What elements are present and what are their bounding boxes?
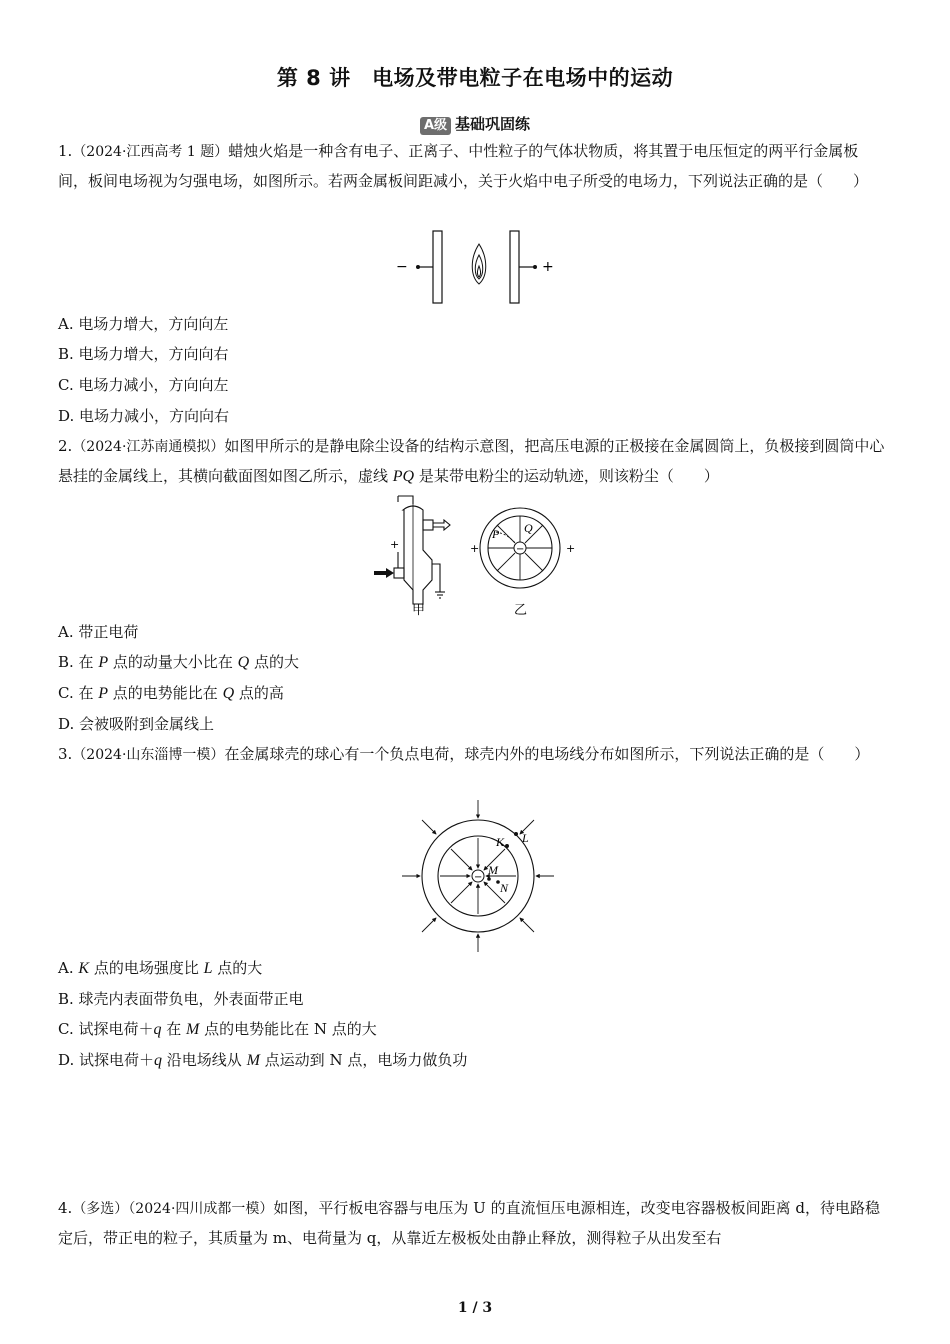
q2-option-b[interactable]: B. 在 P 点的动量大小比在 Q 点的大	[58, 653, 299, 671]
q1-source: （2024·江西高考 1 题）	[72, 144, 229, 160]
q2-option-d[interactable]: D. 会被吸附到金属线上	[58, 715, 215, 733]
q1-text: 蜡烛火焰是一种含有电子、正离子、中性粒子的气体状物质，将其置于电压恒定的两平行金属板间，板间电场视为匀强电场，如图所示。若两金属板间距减小，关于火焰中电子所受的电场力，下列说法正确的是（ ）	[58, 142, 869, 190]
flame-icon	[472, 244, 486, 284]
q3-metal-shell-diagram	[400, 798, 556, 954]
q4-text: 如图，平行板电容器与电压为 U 的直流恒压电源相连，改变电容器极板间距离 d，待电路稳定后，带正电的粒子，其质量为 m、电荷量为 q，从靠近左极板处由静止释放，测得粒子从出发至右	[58, 1199, 880, 1247]
q3-label-n: N	[500, 881, 509, 895]
q2-source: （2024·江苏南通模拟）	[72, 439, 225, 455]
section-header	[0, 113, 950, 135]
q3-label-l: L	[522, 831, 529, 845]
q3-option-a[interactable]: A. K 点的电场强度比 L 点的大	[58, 959, 263, 977]
q1-left-sign: −	[396, 259, 408, 275]
q2-number: 2.	[58, 437, 73, 455]
q2-plus-left: +	[470, 542, 480, 555]
q2-label-yi: 乙	[514, 603, 528, 618]
q4-source: （2024·四川成都一模）	[128, 1201, 274, 1217]
q4-tag: （多选）	[72, 1201, 129, 1217]
q2-center-minus: −	[516, 544, 525, 555]
question-4	[58, 1194, 888, 1253]
q1-capacitor-flame-diagram	[390, 228, 560, 306]
q3-option-d[interactable]: D. 试探电荷＋q 沿电场线从 M 点运动到 N 点，电场力做负功	[58, 1051, 468, 1069]
q3-label-k: K	[496, 835, 505, 849]
q3-option-c[interactable]: C. 试探电荷＋q 在 M 点的电势能比在 N 点的大	[58, 1020, 377, 1038]
q2-label-q: Q	[524, 521, 533, 535]
level-badge: A级	[420, 117, 451, 135]
q2-text-a: 如图甲所示的是静电除尘设备的结构示意图，把高压电源的正极接在金属圆筒上，负极接到圆筒中心悬挂的金属线上，其横向截面图如图乙所示，虚线	[58, 437, 885, 485]
q1-right-sign: +	[542, 259, 554, 275]
q1-left-plate	[433, 231, 442, 303]
page-title: 第 8 讲 电场及带电粒子在电场中的运动	[276, 66, 674, 90]
q1-option-c[interactable]: C. 电场力减小，方向向左	[58, 376, 229, 394]
q1-number: 1.	[58, 142, 73, 160]
q2-option-a[interactable]: A. 带正电荷	[58, 623, 139, 641]
q4-number: 4.	[58, 1199, 73, 1217]
q3-label-m: M	[488, 863, 498, 877]
q1-right-plate	[510, 231, 519, 303]
question-2	[58, 432, 888, 491]
q2-pq: PQ	[392, 468, 415, 485]
q1-option-b[interactable]: B. 电场力增大，方向向右	[58, 345, 229, 363]
q2-text-b: 是某带电粉尘的运动轨迹，则该粉尘（ ）	[414, 467, 719, 485]
q3-source: （2024·山东淄博一模）	[72, 747, 225, 763]
q3-text: 在金属球壳的球心有一个负点电荷，球壳内外的电场线分布如图所示，下列说法正确的是（ ）	[224, 745, 870, 763]
q1-option-d[interactable]: D. 电场力减小，方向向右	[58, 407, 230, 425]
q2-plus-jia: +	[390, 538, 400, 551]
q3-number: 3.	[58, 745, 73, 763]
intake-arrow-icon	[374, 568, 394, 578]
section-label: 基础巩固练	[455, 115, 531, 133]
q2-label-jia: 甲	[412, 603, 426, 618]
page-number: 1 / 3	[457, 1300, 493, 1316]
q2-plus-right: +	[566, 542, 576, 555]
q3-option-b[interactable]: B. 球壳内表面带负电，外表面带正电	[58, 990, 304, 1008]
q3-center-minus: −	[474, 872, 483, 883]
q2-option-c[interactable]: C. 在 P 点的电势能比在 Q 点的高	[58, 684, 284, 702]
q2-precipitator-diagram	[370, 492, 580, 620]
question-3	[58, 740, 888, 770]
q1-option-a[interactable]: A. 电场力增大，方向向左	[58, 315, 229, 333]
question-1	[58, 137, 888, 196]
q2-label-p: P	[492, 527, 500, 541]
